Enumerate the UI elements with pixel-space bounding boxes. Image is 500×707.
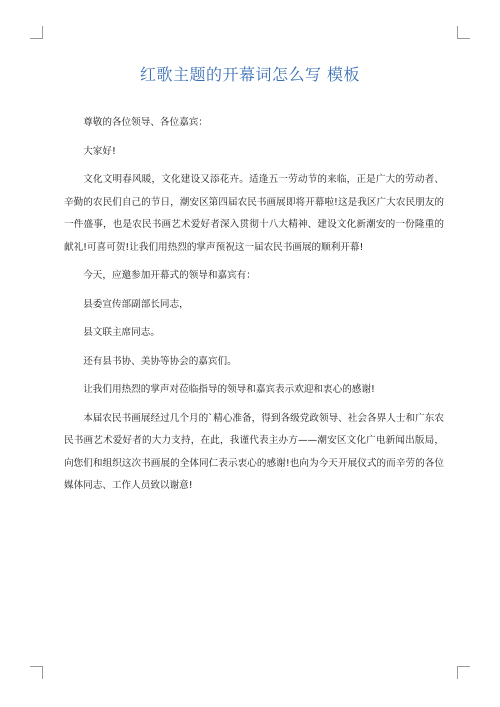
paragraph-guests-intro: 今天，应邀参加开幕式的领导和嘉宾有： (83, 270, 256, 281)
document-body (64, 112, 444, 504)
crop-mark-bottom-left (30, 666, 43, 679)
crop-mark-bottom-right (457, 666, 470, 679)
paragraph-salutation: 尊敬的各位领导、各位嘉宾： (83, 117, 208, 128)
paragraph-opening: 文化文明春风暖，文化建设又添花卉。适逢五一劳动节的来临，正是广大的劳动者、辛勤的农民们自己的节日，潮安区第四届农民书画展即将开幕啦!这是我区广大农民朋友的一件盛事，也是农民书画艺术爱好者深入贯彻十八大精神、建设文化新潮安的一份隆重的献礼!可喜可贺!让我们用热烈的掌声预祝这一届农民书画展的顺利开幕! (64, 174, 444, 253)
crop-mark-top-left (30, 26, 43, 39)
crop-mark-top-right (457, 26, 470, 39)
paragraph-guest-2: 县文联主席同志。 (83, 327, 160, 338)
paragraph-thanks: 本届农民书画展经过几个月的`精心准备，得到各级党政领导、社会各界人士和广东农民书画艺术爱好者的大力支持，在此，我谨代表主办方——潮安区文化广电新闻出版局，向您们和组织这次书画展的全体同仁表示衷心的感谢!也向为今天开展仪式的而辛劳的各位媒体同志、工作人员致以谢意! (64, 412, 444, 491)
document-title: 红歌主题的开幕词怎么写 模板 (139, 65, 361, 84)
paragraph-guest-3: 还有县书协、美协等协会的嘉宾们。 (83, 355, 237, 367)
paragraph-guest-1: 县委宣传部副部长同志， (83, 298, 189, 310)
paragraph-greeting: 大家好! (83, 145, 116, 157)
paragraph-welcome: 让我们用热烈的掌声对莅临指导的领导和嘉宾表示欢迎和衷心的感谢! (83, 384, 375, 395)
